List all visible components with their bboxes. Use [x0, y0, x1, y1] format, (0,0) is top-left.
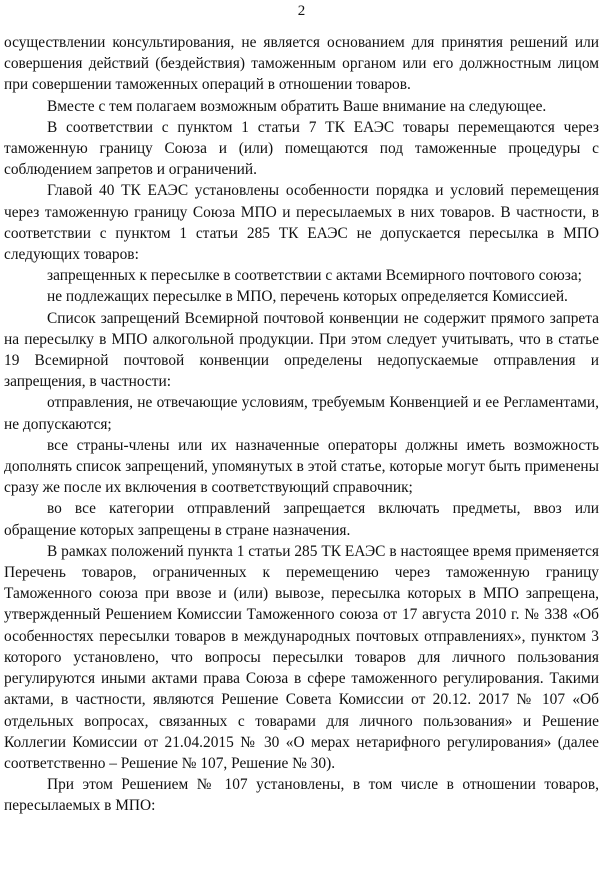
paragraph: В рамках положений пункта 1 статьи 285 ТК ЕАЭС в настоящее время применяется Перечень товаров, ограниченных к перемещению через таможенную границу Таможенного союза при ввозе и (или) вывозе, пересылка которых в МПО запрещена, утвержденный Решением Комиссии Таможенного союза от 17 августа 2010 г. № 338 «Об особенностях пересылки товаров в международных почтовых отправлениях», пунктом 3 которого установлено, что вопросы пересылки товаров для личного пользования регулируются иными актами права Союза в сфере таможенного регулирования. Такими актами, в частности, являются Решение Совета Комиссии от 20.12. 2017 № 107 «Об отдельных вопросах, связанных с товарами для личного пользования» и Решение Коллегии Комиссии от 21.04.2015 № 30 «О мерах нетарифного регулирования» (далее соответственно – Решение № 107, Решение № 30). [4, 542, 599, 772]
paragraph: При этом Решением № 107 установлены, в том числе в отношении товаров, пересылаемых в МПО: [4, 776, 599, 815]
paragraph: Вместе с тем полагаем возможным обратить Ваше внимание на следующее. [47, 97, 547, 115]
document-body [4, 32, 599, 817]
paragraph: отправления, не отвечающие условиям, требуемым Конвенцией и ее Регламентами, не допускаются; [4, 394, 599, 433]
paragraph: запрещенных к пересылке в соответствии с актами Всемирного почтового союза; [47, 267, 582, 285]
paragraph: В соответствии с пунктом 1 статьи 7 ТК ЕАЭС товары перемещаются через таможенную границу Союза и (или) помещаются под таможенные процедуры с соблюдением запретов и ограничений. [4, 118, 599, 179]
paragraph: во все категории отправлений запрещается включать предметы, ввоз или обращение которых запрещены в стране назначения. [4, 500, 599, 539]
paragraph: все страны-члены или их назначенные операторы должны иметь возможность дополнять список запрещений, упомянутых в этой статье, которые могут быть применены сразу же после их включения в соответствующий справочник; [4, 436, 599, 497]
paragraph: не подлежащих пересылке в МПО, перечень которых определяется Комиссией. [47, 288, 568, 306]
page-number: 2 [297, 3, 306, 19]
paragraph: Главой 40 ТК ЕАЭС установлены особенности порядка и условий перемещения через таможенную границу Союза МПО и пересылаемых в них товаров. В частности, в соответствии с пунктом 1 статьи 285 ТК ЕАЭС не допускается пересылка в МПО следующих товаров: [4, 182, 599, 264]
paragraph: осуществлении консультирования, не является основанием для принятия решений или совершения действий (бездействия) таможенным органом или его должностным лицом при совершении таможенных операций в отношении товаров. [4, 34, 599, 94]
paragraph: Список запрещений Всемирной почтовой конвенции не содержит прямого запрета на пересылку в МПО алкогольной продукции. При этом следует учитывать, что в статье 19 Всемирной почтовой конвенции определены недопускаемые отправления и запрещения, в частности: [4, 309, 599, 391]
